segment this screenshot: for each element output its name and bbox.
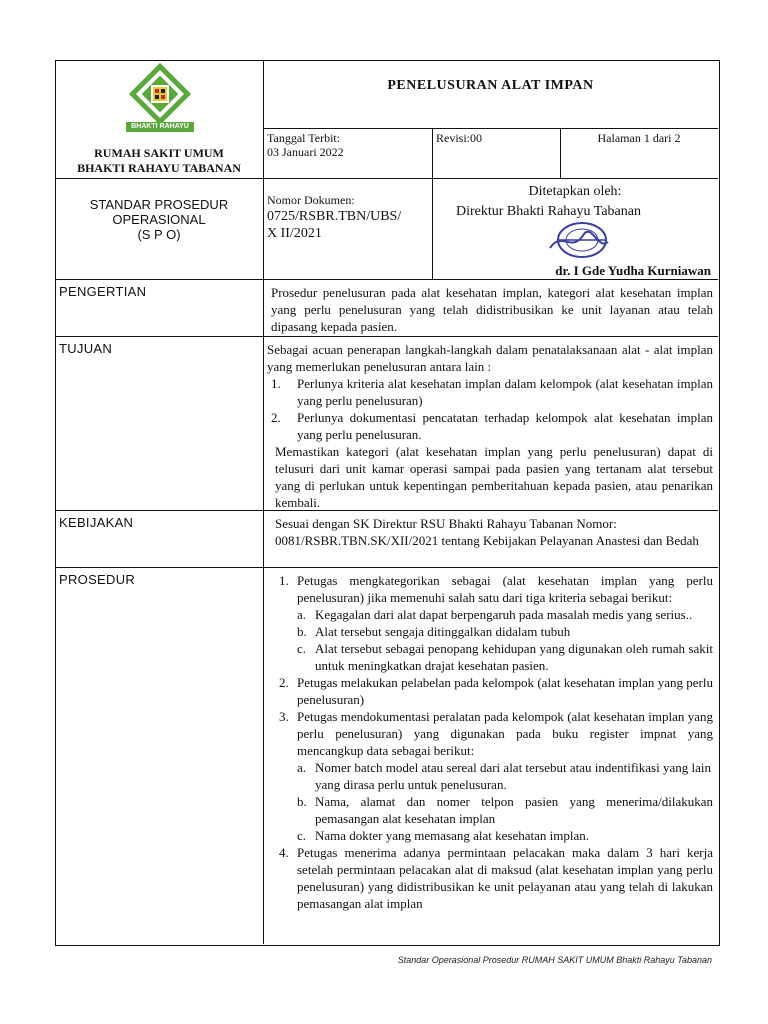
step-text: Petugas menerima adanya permintaan pelacakan maka dalam 3 hari kerja setelah permintaan pelacakan alat di maksud (alat kesehatan implan yang perlu penelusuran) yang didistribusikan ke unit pelayanan atau yang telah di lakukan pemasangan alat implan [297, 845, 713, 911]
hospital-name [55, 146, 263, 176]
hospital-name-line2: BHAKTI RAHAYU TABANAN [77, 161, 241, 175]
procedure-step-4 [279, 844, 713, 912]
spo-line1: STANDAR PROSEDUR [89, 197, 229, 212]
row-divider [263, 128, 718, 129]
procedure-step-2 [279, 674, 713, 708]
step-text: Petugas melakukan pelabelan pada kelompok (alat kesehatan implan yang perlu penelusuran) [297, 675, 713, 707]
section-text-tujuan [267, 341, 713, 511]
list-item [267, 375, 713, 409]
substep-letter: a. [297, 760, 307, 775]
section-label-pengertian: PENGERTIAN [59, 284, 147, 299]
row-divider [55, 178, 718, 179]
page-count: Halaman 1 dari 2 [597, 131, 681, 145]
document-number-line2: X II/2021 [267, 226, 322, 241]
issue-date-cell [267, 131, 427, 159]
document-number-label: Nomor Dokumen: [267, 193, 355, 207]
substep-letter: c. [297, 828, 307, 843]
section-text-prosedur [279, 572, 713, 912]
row-divider [55, 567, 718, 568]
step-number: 2. [279, 675, 289, 690]
tujuan-closing: Memastikan kategori (alat kesehatan implan yang perlu penelusuran) dapat di telusuri dari unit kamar operasi sampai pada pasien yang tertanam alat tersebut yang di perlukan untuk kepentingan pemberitahuan kepada pasien, atau penarikan kembali. [275, 444, 713, 510]
spo-line2: OPERASIONAL [112, 212, 206, 227]
section-text-pengertian: Prosedur penelusuran pada alat kesehatan implan, kategori alat kesehatan implan yang perlu penelusuran yang telah didistribusikan ke unit layanan atau telah dipasang kepada pasien. [271, 285, 713, 334]
substep-text: Nomer batch model atau sereal dari alat tersebut atau indentifikasi yang lain yang dirasa perlu untuk penelusuran. [315, 760, 711, 792]
official-stamp [548, 220, 610, 260]
procedure-substep [279, 827, 713, 844]
list-text: Perlunya dokumentasi pencatatan terhadap kelompok alat kesehatan implan yang perlu penelusuran. [297, 410, 713, 442]
hospital-name-line1: RUMAH SAKIT UMUM [94, 146, 224, 160]
substep-text: Alat tersebut sengaja ditinggalkan didalam tubuh [315, 624, 571, 639]
step-text: Petugas mengkategorikan sebagai (alat kesehatan implan yang perlu penelusuran) jika memenuhi salah satu dari tiga kriteria sebagai berikut: [297, 573, 713, 605]
issue-date-label: Tanggal Terbit: [267, 131, 341, 145]
page-footer: Standar Operasional Prosedur RUMAH SAKIT UMUM Bhakti Rahayu Tabanan [397, 955, 712, 965]
tujuan-intro: Sebagai acuan penerapan langkah-langkah dalam penatalaksanaan alat - alat implan yang memerlukan penelusuran antara lain : [267, 342, 713, 374]
step-number: 4. [279, 845, 289, 860]
row-divider [55, 336, 718, 337]
hospital-logo [120, 62, 200, 134]
list-number: 1. [271, 376, 281, 391]
substep-letter: b. [297, 624, 307, 639]
approval-cell [432, 182, 718, 222]
spo-label [55, 197, 263, 242]
revision: Revisi:00 [436, 131, 483, 145]
document-number-cell [267, 193, 430, 242]
substep-text: Kegagalan dari alat dapat berpengaruh pada masalah medis yang serius.. [315, 607, 693, 622]
document-number-line1: 0725/RSBR.TBN/UBS/ [267, 209, 402, 224]
substep-letter: c. [297, 641, 307, 656]
step-number: 3. [279, 709, 289, 724]
substep-letter: b. [297, 794, 307, 809]
step-text: Petugas mendokumentasi peralatan pada kelompok (alat kesehatan implan yang perlu penelusuran) yang digunakan pada buku register impnat yang mencangkup data sebagai berikut: [297, 709, 713, 758]
row-divider [55, 279, 718, 280]
section-text-kebijakan: Sesuai dengan SK Direktur RSU Bhakti Rahayu Tabanan Nomor: 0081/RSBR.TBN.SK/XII/2021 tentang Kebijakan Pelayanan Anastesi dan Bedah [275, 516, 699, 548]
section-label-tujuan: TUJUAN [59, 341, 113, 356]
step-number: 1. [279, 573, 289, 588]
substep-text: Alat tersebut sebagai penopang kehidupan yang digunakan oleh rumah sakit untuk meningkatkan drajat kesehatan pasien. [315, 641, 713, 673]
substep-text: Nama, alamat dan nomer telpon pasien yang menerima/dilakukan pemasangan alat kesehatan implan [315, 794, 713, 826]
procedure-step-1 [279, 572, 713, 606]
procedure-step-3 [279, 708, 713, 759]
substep-text: Nama dokter yang memasang alat kesehatan implan. [315, 828, 589, 843]
spo-line3: (S P O) [137, 227, 181, 242]
list-item [267, 409, 713, 443]
procedure-substep [279, 640, 713, 674]
procedure-substep [279, 623, 713, 640]
procedure-substep [279, 606, 713, 623]
approval-by: Direktur Bhakti Rahayu Tabanan [456, 204, 641, 219]
logo-text: BHAKTI RAHAYU [131, 123, 189, 130]
signatory-name: dr. I Gde Yudha Kurniawan [555, 263, 711, 278]
list-number: 2. [271, 410, 281, 425]
section-label-prosedur: PROSEDUR [59, 572, 136, 587]
approval-label: Ditetapkan oleh: [528, 184, 622, 199]
document-title: PENELUSURAN ALAT IMPAN [387, 78, 594, 93]
list-text: Perlunya kriteria alat kesehatan implan dalam kelompok (alat kesehatan implan yang perlu penelusuran) [297, 376, 713, 408]
issue-date-value: 03 Januari 2022 [267, 145, 344, 159]
procedure-substep [279, 759, 713, 793]
substep-letter: a. [297, 607, 307, 622]
section-label-kebijakan: KEBIJAKAN [59, 515, 134, 530]
procedure-substep [279, 793, 713, 827]
column-divider [263, 60, 264, 944]
